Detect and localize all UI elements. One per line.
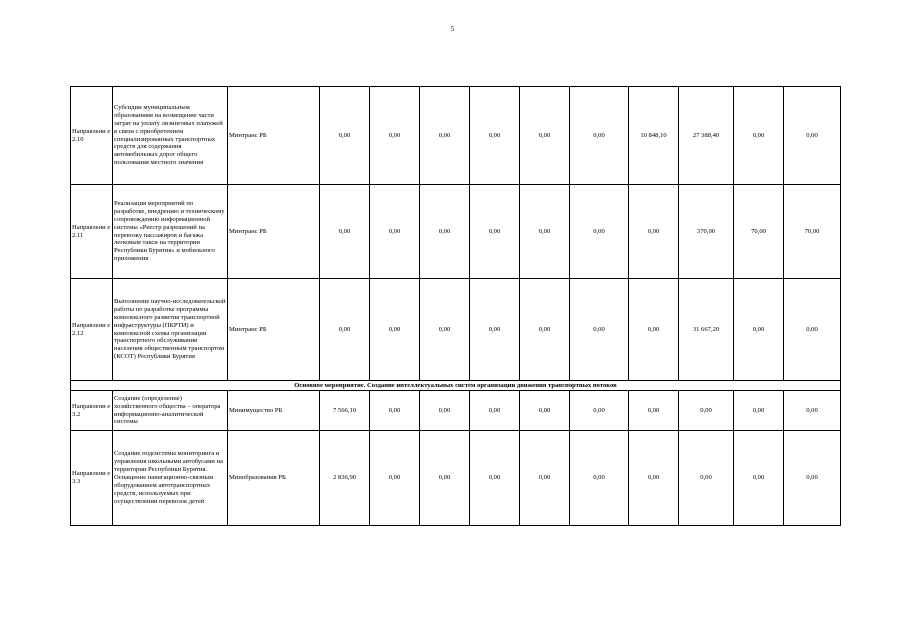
value-cell: 0,00 bbox=[570, 185, 629, 279]
value-cell: 10 848,10 bbox=[629, 87, 679, 185]
table-row bbox=[71, 185, 841, 279]
value-cell: 0,00 bbox=[320, 185, 370, 279]
value-cell: 0,00 bbox=[734, 431, 784, 526]
value-cell: 0,00 bbox=[734, 391, 784, 431]
table-row bbox=[71, 391, 841, 431]
value-cell: 0,00 bbox=[370, 431, 420, 526]
value-cell: 0,00 bbox=[679, 431, 734, 526]
value-cell: 0,00 bbox=[520, 391, 570, 431]
value-cell: 2 836,90 bbox=[320, 431, 370, 526]
value-cell: 0,00 bbox=[570, 87, 629, 185]
value-cell: 0,00 bbox=[570, 431, 629, 526]
value-cell: 0,00 bbox=[570, 279, 629, 381]
value-cell: 0,00 bbox=[784, 391, 841, 431]
row-description: Создание подсистемы мониторинга и управления школьными автобусами на территории Республики Бурятия. Оснащение навигационно-связным оборудованием автотранспортных средств, используемых при осуществлении перевозок детей bbox=[113, 431, 228, 526]
value-cell: 0,00 bbox=[420, 391, 470, 431]
value-cell: 0,00 bbox=[470, 391, 520, 431]
value-cell: 70,00 bbox=[734, 185, 784, 279]
row-description: Реализация мероприятий по разработке, внедрению и техническому сопровождению информационной системы «Реестр разрешений на перевозку пассажиров и багажа легковым такси на территории Республики Бурятия» и мобильного приложения bbox=[113, 185, 228, 279]
value-cell: 7 566,10 bbox=[320, 391, 370, 431]
row-code: Направлени е 3.2 bbox=[71, 391, 113, 431]
value-cell: 0,00 bbox=[784, 279, 841, 381]
row-executor: Минтранс РБ bbox=[228, 185, 320, 279]
value-cell: 0,00 bbox=[470, 185, 520, 279]
row-executor: Минтранс РБ bbox=[228, 87, 320, 185]
row-code: Направлени е 2.12 bbox=[71, 279, 113, 381]
page-number: 5 bbox=[450, 25, 455, 33]
value-cell: 0,00 bbox=[520, 185, 570, 279]
value-cell: 31 667,20 bbox=[679, 279, 734, 381]
table-row bbox=[71, 279, 841, 381]
value-cell: 0,00 bbox=[370, 87, 420, 185]
value-cell: 27 388,40 bbox=[679, 87, 734, 185]
value-cell: 0,00 bbox=[629, 185, 679, 279]
value-cell: 0,00 bbox=[520, 431, 570, 526]
value-cell: 0,00 bbox=[320, 279, 370, 381]
value-cell: 0,00 bbox=[520, 279, 570, 381]
row-code: Направлени е 2.10 bbox=[71, 87, 113, 185]
value-cell: 0,00 bbox=[320, 87, 370, 185]
row-description: Выполнение научно-исследовательской работы по разработке программы комплексного развития транспортной инфраструктуры (ПКРТИ) и комплексной схемы организации транспортного обслуживания населения общественным транспортом (КСОТ) Республики Бурятия bbox=[113, 279, 228, 381]
budget-table bbox=[70, 86, 841, 526]
value-cell: 0,00 bbox=[520, 87, 570, 185]
row-code: Направлени е 2.11 bbox=[71, 185, 113, 279]
value-cell: 0,00 bbox=[629, 431, 679, 526]
value-cell: 0,00 bbox=[370, 279, 420, 381]
value-cell: 0,00 bbox=[370, 185, 420, 279]
value-cell: 0,00 bbox=[629, 279, 679, 381]
row-description: Субсидии муниципальным образованиям на возмещение части затрат на уплату лизинговых платежей в связи с приобретением специализированных транспортных средств для содержания автомобильных дорог общего пользования местного значения bbox=[113, 87, 228, 185]
value-cell: 0,00 bbox=[420, 87, 470, 185]
row-code: Направлени е 3.3 bbox=[71, 431, 113, 526]
value-cell: 0,00 bbox=[679, 391, 734, 431]
table-row bbox=[71, 87, 841, 185]
value-cell: 0,00 bbox=[370, 391, 420, 431]
value-cell: 0,00 bbox=[420, 279, 470, 381]
value-cell: 0,00 bbox=[470, 87, 520, 185]
row-description: Создание (определение) хозяйственного общества – оператора информационно-аналитической системы bbox=[113, 391, 228, 431]
value-cell: 0,00 bbox=[784, 87, 841, 185]
row-executor: Минтранс РБ bbox=[228, 279, 320, 381]
value-cell: 70,00 bbox=[784, 185, 841, 279]
row-executor: Минимущество РБ bbox=[228, 391, 320, 431]
value-cell: 0,00 bbox=[420, 185, 470, 279]
value-cell: 0,00 bbox=[629, 391, 679, 431]
value-cell: 0,00 bbox=[734, 279, 784, 381]
section-row bbox=[71, 381, 841, 391]
value-cell: 0,00 bbox=[734, 87, 784, 185]
value-cell: 0,00 bbox=[420, 431, 470, 526]
value-cell: 0,00 bbox=[470, 279, 520, 381]
value-cell: 0,00 bbox=[784, 431, 841, 526]
value-cell: 0,00 bbox=[470, 431, 520, 526]
section-header: Основное мероприятие. Создание интеллектуальных систем организации движения транспортных потоков bbox=[71, 381, 841, 391]
row-executor: Минобразования РБ bbox=[228, 431, 320, 526]
value-cell: 370,00 bbox=[679, 185, 734, 279]
table-row bbox=[71, 431, 841, 526]
value-cell: 0,00 bbox=[570, 391, 629, 431]
